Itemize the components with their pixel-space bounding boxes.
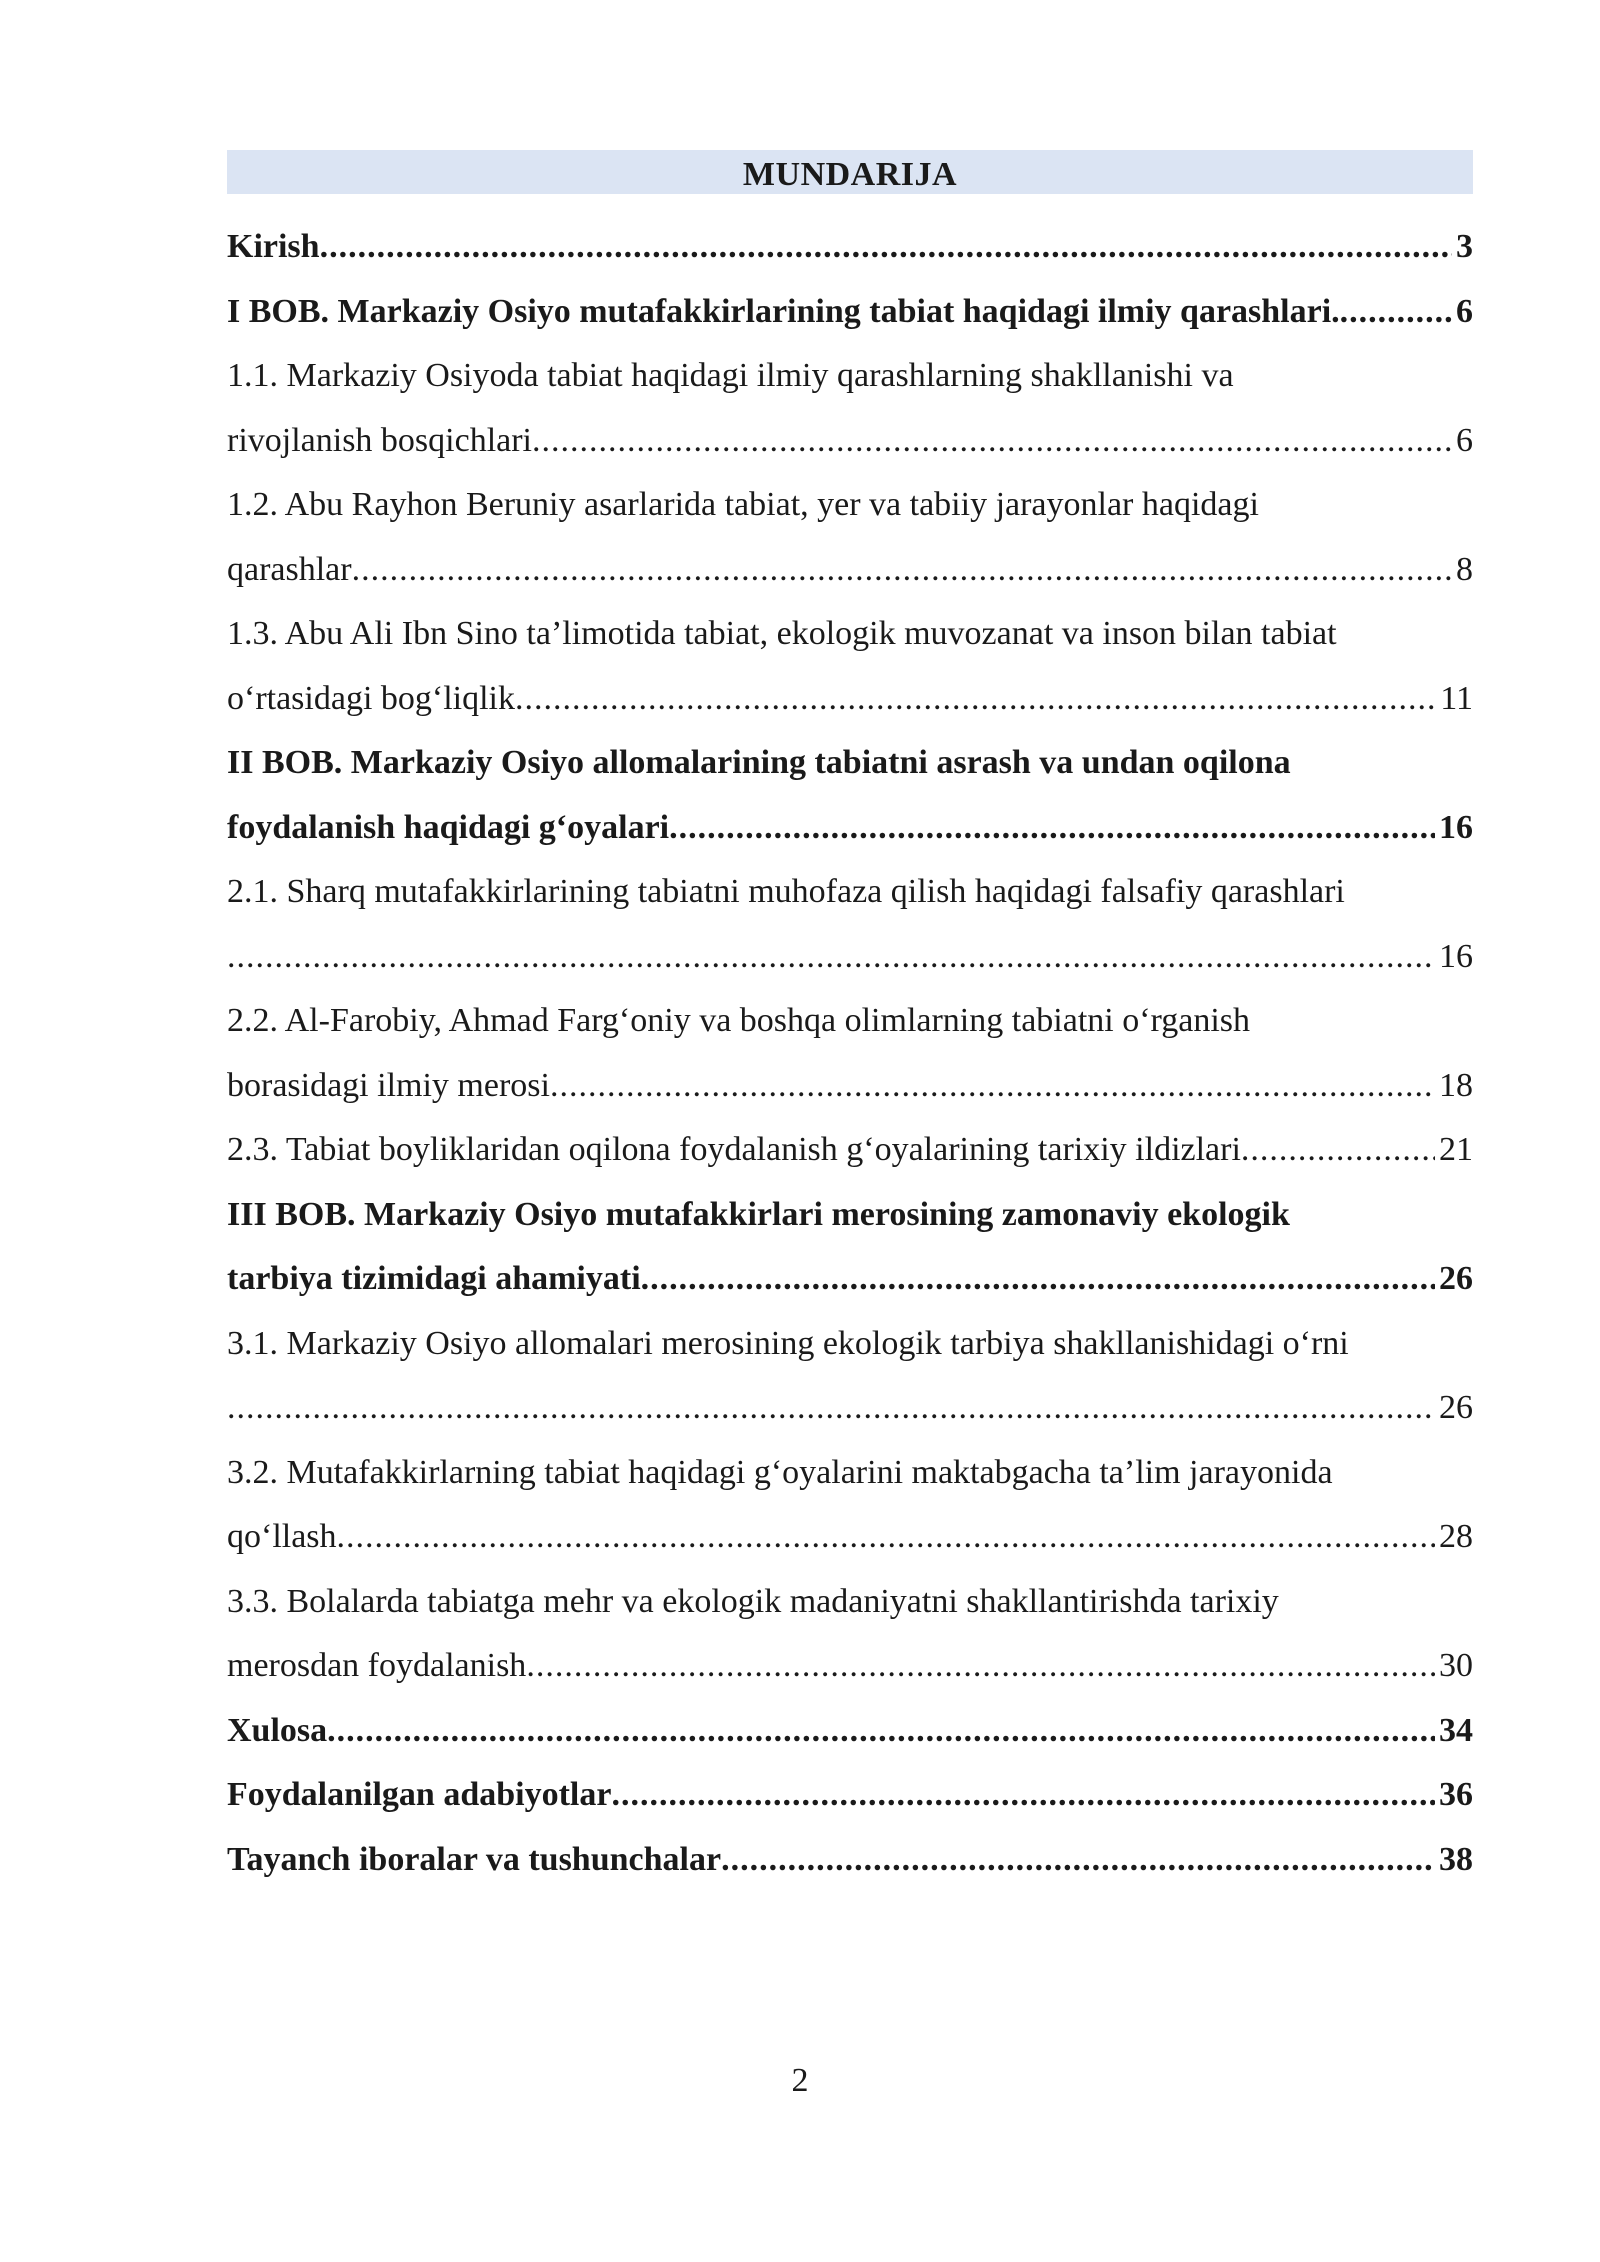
dot-leader	[641, 1247, 1435, 1312]
dot-leader	[550, 1054, 1435, 1119]
toc-entry-page: 34	[1439, 1711, 1473, 1749]
toc-entry-page: 16	[1439, 808, 1473, 846]
toc-entry-page: 30	[1439, 1647, 1473, 1684]
toc-entry-page: 26	[1439, 1389, 1473, 1426]
toc-entry-label: Tayanch iboralar va tushunchalar	[227, 1840, 722, 1878]
toc-entry-conclusion[interactable]	[227, 1699, 1473, 1764]
toc-entry-1-3[interactable]	[227, 667, 1473, 732]
dot-leader	[611, 1763, 1435, 1828]
dot-leader	[337, 1505, 1435, 1570]
toc-entry-2-2-first-line[interactable]: 2.2. Al-Farobiy, Ahmad Farg‘oniy va boshqa olimlarning tabiatni o‘rganish	[227, 1002, 1251, 1039]
toc-entry-page: 11	[1440, 679, 1473, 717]
toc-entry-glossary[interactable]	[227, 1828, 1473, 1893]
dot-leader	[1340, 280, 1452, 345]
toc-entry-chapter-2-first-line[interactable]: II BOB. Markaziy Osiyo allomalarining tabiatni asrash va undan oqilona	[227, 744, 1291, 781]
toc-entry-label: tarbiya tizimidagi ahamiyati	[227, 1260, 641, 1297]
toc-entry-page: 3	[1456, 228, 1473, 265]
toc-entry-page: 38	[1439, 1840, 1473, 1878]
page-number: 2	[791, 2062, 809, 2099]
dot-leader	[352, 538, 1452, 603]
toc-entry-2-2[interactable]	[227, 1054, 1473, 1119]
toc-entry-page: 36	[1439, 1776, 1473, 1813]
toc-entry-2-1-first-line[interactable]: 2.1. Sharq mutafakkirlarining tabiatni muhofaza qilish haqidagi falsafiy qarashlari	[227, 873, 1345, 910]
toc-entry-3-3[interactable]	[227, 1634, 1473, 1699]
dot-leader	[721, 1828, 1435, 1893]
toc-entry-3-1[interactable]	[227, 1376, 1473, 1441]
toc-entry-page: 8	[1456, 550, 1473, 588]
toc-entry-intro[interactable]	[227, 215, 1473, 280]
toc-entry-page: 21	[1439, 1131, 1473, 1168]
table-of-contents	[227, 150, 1473, 1892]
toc-entry-page: 16	[1439, 937, 1473, 975]
toc-entry-1-1-first-line[interactable]: 1.1. Markaziy Osiyoda tabiat haqidagi ilmiy qarashlarning shakllanishi va	[227, 357, 1234, 394]
toc-entry-chapter-3[interactable]	[227, 1247, 1473, 1312]
toc-entry-1-3-first-line[interactable]: 1.3. Abu Ali Ibn Sino ta’limotida tabiat, ekologik muvozanat va inson bilan tabiat	[227, 615, 1337, 652]
dot-leader	[320, 215, 1452, 280]
toc-entry-page: 26	[1439, 1260, 1473, 1297]
toc-entry-label: I BOB. Markaziy Osiyo mutafakkirlarining tabiat haqidagi ilmiy qarashlari.	[227, 292, 1340, 330]
dot-leader	[669, 796, 1435, 861]
dot-leader	[227, 1376, 1435, 1441]
toc-entry-chapter-1[interactable]	[227, 280, 1473, 345]
toc-entry-3-3-first-line[interactable]: 3.3. Bolalarda tabiatga mehr va ekologik madaniyatni shakllantirishda tarixiy	[227, 1582, 1279, 1620]
toc-entry-chapter-2[interactable]	[227, 796, 1473, 861]
toc-entry-label: rivojlanish bosqichlari	[227, 421, 533, 459]
toc-entry-3-1-first-line[interactable]: 3.1. Markaziy Osiyo allomalari merosining ekologik tarbiya shakllanishidagi o‘rni	[227, 1324, 1349, 1362]
toc-entry-chapter-3-first-line[interactable]: III BOB. Markaziy Osiyo mutafakkirlari merosining zamonaviy ekologik	[227, 1195, 1290, 1233]
toc-entry-page: 6	[1456, 292, 1473, 330]
toc-entry-1-1[interactable]	[227, 409, 1473, 474]
dot-leader	[515, 667, 1436, 732]
toc-entry-label: Kirish	[227, 228, 320, 265]
toc-entry-label: borasidagi ilmiy merosi	[227, 1066, 550, 1104]
dot-leader	[526, 1634, 1435, 1699]
toc-entry-page: 18	[1439, 1066, 1473, 1104]
toc-entry-2-1[interactable]	[227, 925, 1473, 990]
toc-entry-1-2[interactable]	[227, 538, 1473, 603]
dot-leader	[327, 1699, 1435, 1764]
toc-entry-page: 28	[1439, 1518, 1473, 1555]
toc-entry-2-3[interactable]	[227, 1118, 1473, 1183]
dot-leader	[1241, 1118, 1435, 1183]
toc-entry-label: merosdan foydalanish	[227, 1647, 527, 1684]
toc-entry-1-2-first-line[interactable]: 1.2. Abu Rayhon Beruniy asarlarida tabiat, yer va tabiiy jarayonlar haqidagi	[227, 486, 1259, 523]
toc-entry-label: foydalanish haqidagi g‘oyalari	[227, 808, 670, 846]
toc-title: MUNDARIJA	[227, 150, 1473, 194]
toc-entry-label: Foydalanilgan adabiyotlar	[227, 1776, 612, 1813]
toc-entry-3-2[interactable]	[227, 1505, 1473, 1570]
toc-entry-label: 2.3. Tabiat boyliklaridan oqilona foydalanish g‘oyalarining tarixiy ildizlari	[227, 1131, 1241, 1168]
dot-leader	[227, 925, 1435, 990]
toc-entry-label: Xulosa	[227, 1711, 328, 1749]
toc-entry-page: 6	[1456, 421, 1473, 459]
toc-entry-label: o‘rtasidagi bog‘liqlik	[227, 679, 516, 717]
toc-entry-3-2-first-line[interactable]: 3.2. Mutafakkirlarning tabiat haqidagi g‘oyalarini maktabgacha ta’lim jarayonida	[227, 1453, 1333, 1491]
toc-entry-references[interactable]	[227, 1763, 1473, 1828]
toc-entry-label: qarashlar	[227, 550, 352, 588]
dot-leader	[532, 409, 1452, 474]
toc-entry-label: qo‘llash	[227, 1518, 337, 1555]
